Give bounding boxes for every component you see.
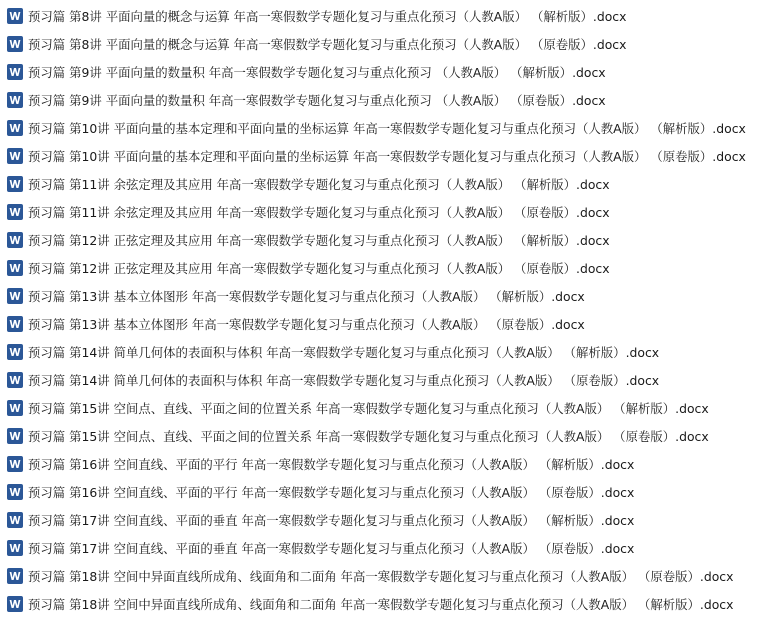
- file-name: 预习篇 第14讲 简单几何体的表面积与体积 年高一寒假数学专题化复习与重点化预习（人教A版） （原卷版）.docx: [28, 373, 660, 388]
- file-name: 预习篇 第12讲 正弦定理及其应用 年高一寒假数学专题化复习与重点化预习（人教A版） （解析版）.docx: [28, 233, 610, 248]
- file-name: 预习篇 第18讲 空间中异面直线所成角、线面角和二面角 年高一寒假数学专题化复习与重点化预习（人教A版） （解析版）.docx: [28, 597, 734, 612]
- file-name: 预习篇 第14讲 简单几何体的表面积与体积 年高一寒假数学专题化复习与重点化预习（人教A版） （解析版）.docx: [28, 345, 660, 360]
- word-document-icon: [7, 400, 23, 416]
- file-item[interactable]: [0, 254, 610, 282]
- file-item[interactable]: [0, 226, 610, 254]
- file-name: 预习篇 第15讲 空间点、直线、平面之间的位置关系 年高一寒假数学专题化复习与重点化预习（人教A版） （原卷版）.docx: [28, 429, 709, 444]
- file-name: 预习篇 第16讲 空间直线、平面的平行 年高一寒假数学专题化复习与重点化预习（人教A版） （原卷版）.docx: [28, 485, 635, 500]
- file-name: 预习篇 第9讲 平面向量的数量积 年高一寒假数学专题化复习与重点化预习 （人教A版） （解析版）.docx: [28, 65, 606, 80]
- word-document-icon: [7, 568, 23, 584]
- word-document-icon: [7, 316, 23, 332]
- file-name: 预习篇 第13讲 基本立体图形 年高一寒假数学专题化复习与重点化预习（人教A版） （原卷版）.docx: [28, 317, 585, 332]
- word-document-icon: [7, 512, 23, 528]
- word-document-icon: [7, 484, 23, 500]
- file-item[interactable]: [0, 30, 626, 58]
- file-name: 预习篇 第16讲 空间直线、平面的平行 年高一寒假数学专题化复习与重点化预习（人教A版） （解析版）.docx: [28, 457, 635, 472]
- file-item[interactable]: [0, 142, 746, 170]
- file-item[interactable]: [0, 506, 634, 534]
- word-document-icon: [7, 120, 23, 136]
- word-document-icon: [7, 428, 23, 444]
- file-item[interactable]: [0, 2, 626, 30]
- word-document-icon: [7, 260, 23, 276]
- file-name: 预习篇 第11讲 余弦定理及其应用 年高一寒假数学专题化复习与重点化预习（人教A版） （原卷版）.docx: [28, 205, 610, 220]
- file-name: 预习篇 第9讲 平面向量的数量积 年高一寒假数学专题化复习与重点化预习 （人教A版） （原卷版）.docx: [28, 93, 606, 108]
- file-name: 预习篇 第8讲 平面向量的概念与运算 年高一寒假数学专题化复习与重点化预习（人教A版） （原卷版）.docx: [28, 37, 627, 52]
- word-document-icon: [7, 344, 23, 360]
- file-item[interactable]: [0, 534, 634, 562]
- file-item[interactable]: [0, 86, 606, 114]
- file-item[interactable]: [0, 394, 709, 422]
- file-name: 预习篇 第8讲 平面向量的概念与运算 年高一寒假数学专题化复习与重点化预习（人教A版） （解析版）.docx: [28, 9, 627, 24]
- word-document-icon: [7, 372, 23, 388]
- file-name: 预习篇 第15讲 空间点、直线、平面之间的位置关系 年高一寒假数学专题化复习与重点化预习（人教A版） （解析版）.docx: [28, 401, 709, 416]
- word-document-icon: [7, 36, 23, 52]
- file-item[interactable]: [0, 198, 610, 226]
- word-document-icon: [7, 64, 23, 80]
- file-name: 预习篇 第10讲 平面向量的基本定理和平面向量的坐标运算 年高一寒假数学专题化复习与重点化预习（人教A版） （解析版）.docx: [28, 121, 746, 136]
- word-document-icon: [7, 204, 23, 220]
- file-item[interactable]: [0, 478, 634, 506]
- file-item[interactable]: [0, 450, 634, 478]
- file-item[interactable]: [0, 170, 610, 198]
- word-document-icon: [7, 540, 23, 556]
- word-document-icon: [7, 148, 23, 164]
- word-document-icon: [7, 232, 23, 248]
- word-document-icon: [7, 92, 23, 108]
- word-document-icon: [7, 8, 23, 24]
- file-name: 预习篇 第11讲 余弦定理及其应用 年高一寒假数学专题化复习与重点化预习（人教A版） （解析版）.docx: [28, 177, 610, 192]
- word-document-icon: [7, 456, 23, 472]
- file-item[interactable]: [0, 338, 659, 366]
- file-name: 预习篇 第13讲 基本立体图形 年高一寒假数学专题化复习与重点化预习（人教A版） （解析版）.docx: [28, 289, 585, 304]
- file-name: 预习篇 第18讲 空间中异面直线所成角、线面角和二面角 年高一寒假数学专题化复习与重点化预习（人教A版） （原卷版）.docx: [28, 569, 734, 584]
- file-name: 预习篇 第17讲 空间直线、平面的垂直 年高一寒假数学专题化复习与重点化预习（人教A版） （原卷版）.docx: [28, 541, 635, 556]
- word-document-icon: [7, 176, 23, 192]
- file-item[interactable]: [0, 282, 585, 310]
- file-name: 预习篇 第10讲 平面向量的基本定理和平面向量的坐标运算 年高一寒假数学专题化复习与重点化预习（人教A版） （原卷版）.docx: [28, 149, 746, 164]
- file-item[interactable]: [0, 114, 746, 142]
- file-name: 预习篇 第12讲 正弦定理及其应用 年高一寒假数学专题化复习与重点化预习（人教A版） （原卷版）.docx: [28, 261, 610, 276]
- file-item[interactable]: [0, 590, 733, 618]
- file-item[interactable]: [0, 310, 585, 338]
- file-name: 预习篇 第17讲 空间直线、平面的垂直 年高一寒假数学专题化复习与重点化预习（人教A版） （解析版）.docx: [28, 513, 635, 528]
- file-item[interactable]: [0, 562, 733, 590]
- file-item[interactable]: [0, 58, 606, 86]
- file-item[interactable]: [0, 366, 659, 394]
- word-document-icon: [7, 596, 23, 612]
- file-item[interactable]: [0, 422, 709, 450]
- word-document-icon: [7, 288, 23, 304]
